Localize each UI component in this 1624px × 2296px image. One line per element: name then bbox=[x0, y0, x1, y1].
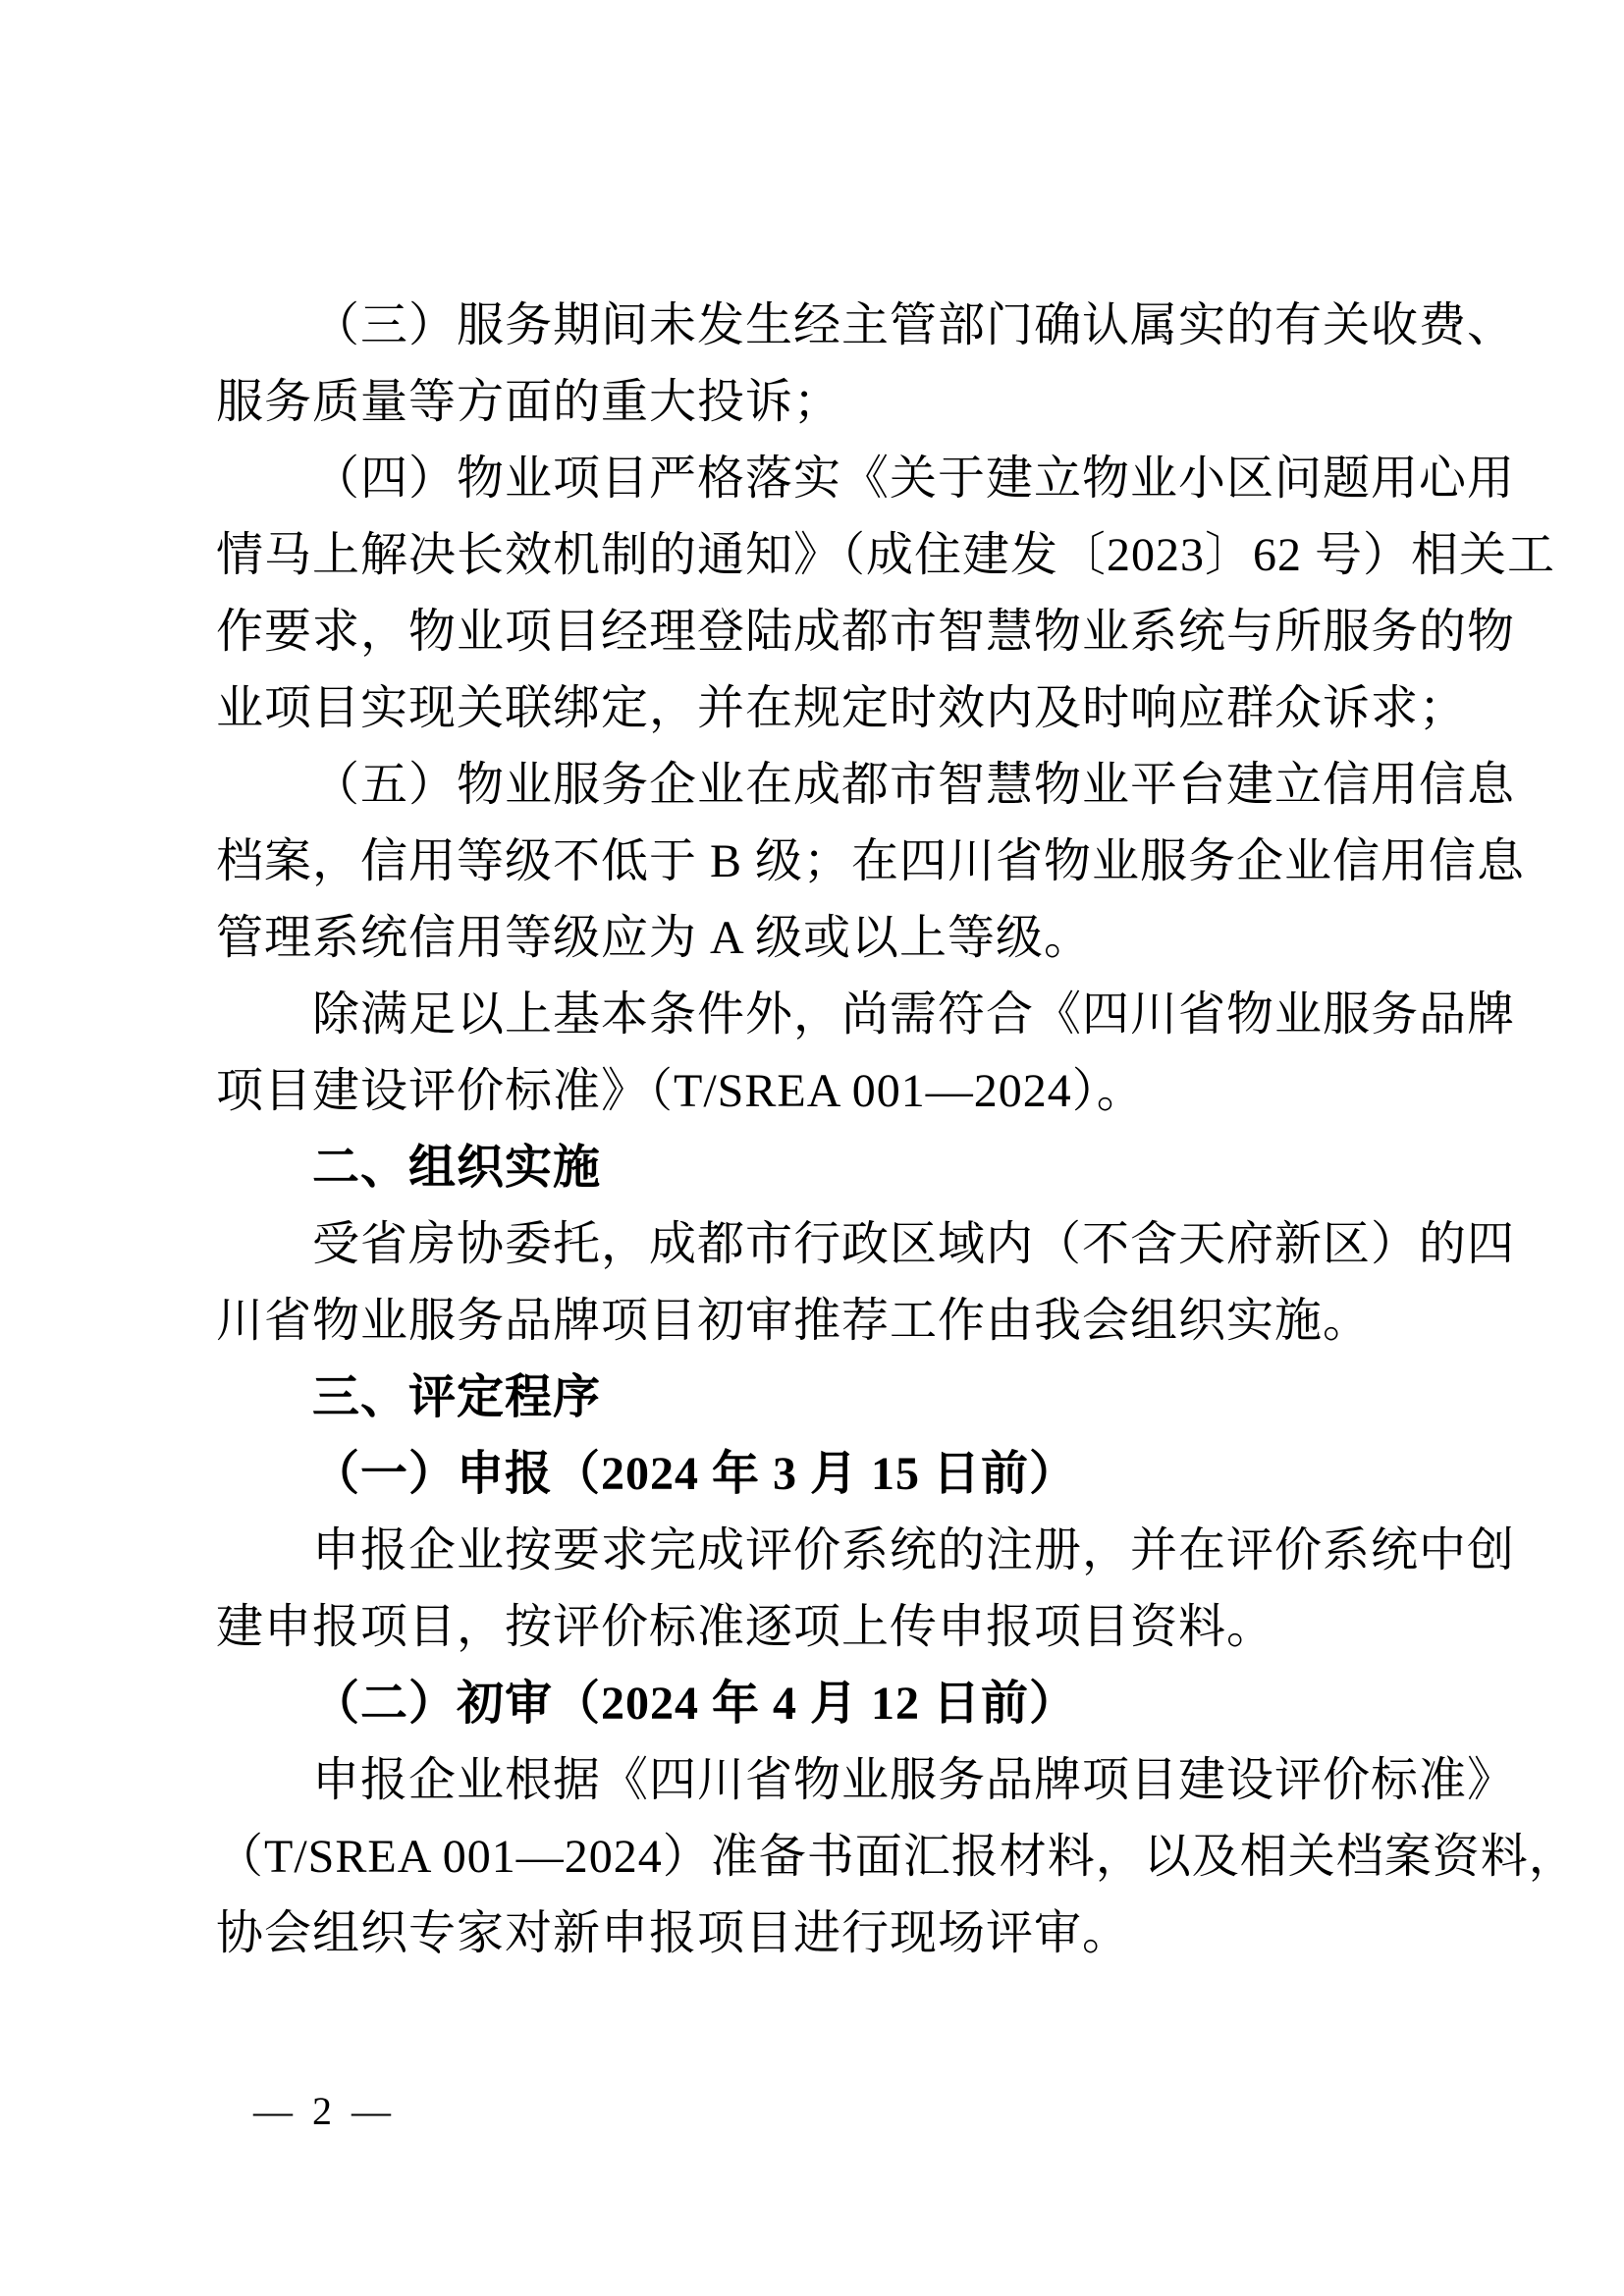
text-line: 受省房协委托，成都市行政区域内（不含天府新区）的四 bbox=[312, 1218, 1516, 1270]
text-line: 项目建设评价标准》（T/SREA 001—2024）。 bbox=[216, 1065, 1145, 1117]
text-line: （三）服务期间未发生经主管部门确认属实的有关收费、 bbox=[312, 299, 1516, 351]
section-heading: 二、组织实施 bbox=[312, 1142, 602, 1194]
text-line: （五）物业服务企业在成都市智慧物业平台建立信用信息 bbox=[312, 759, 1516, 811]
text-line: 协会组织专家对新申报项目进行现场评审。 bbox=[216, 1907, 1131, 1959]
text-line: 服务质量等方面的重大投诉； bbox=[216, 376, 842, 428]
text-line: 除满足以上基本条件外，尚需符合《四川省物业服务品牌 bbox=[312, 988, 1516, 1041]
text-line: 情马上解决长效机制的通知》（成住建发〔2023〕62 号）相关工 bbox=[216, 529, 1556, 581]
text-line: 档案，信用等级不低于 B 级；在四川省物业服务企业信用信息 bbox=[216, 835, 1526, 887]
subsection-heading: （二）初审（2024 年 4 月 12 日前） bbox=[312, 1678, 1078, 1730]
text-line: （T/SREA 001—2024）准备书面汇报材料，以及相关档案资料， bbox=[216, 1831, 1577, 1883]
text-line: 川省物业服务品牌项目初审推荐工作由我会组织实施。 bbox=[216, 1295, 1372, 1347]
text-line: 管理系统信用等级应为 A 级或以上等级。 bbox=[216, 912, 1093, 964]
text-line: （四）物业项目严格落实《关于建立物业小区问题用心用 bbox=[312, 453, 1516, 505]
text-line: 申报企业根据《四川省物业服务品牌项目建设评价标准》 bbox=[312, 1754, 1516, 1806]
text-line: 建申报项目，按评价标准逐项上传申报项目资料。 bbox=[216, 1601, 1275, 1653]
page-number: — 2 — bbox=[253, 2089, 393, 2133]
document-body bbox=[216, 288, 1577, 1972]
text-line: 申报企业按要求完成评价系统的注册，并在评价系统中创 bbox=[312, 1524, 1516, 1576]
subsection-heading: （一）申报（2024 年 3 月 15 日前） bbox=[312, 1448, 1078, 1500]
text-line: 业项目实现关联绑定，并在规定时效内及时响应群众诉求； bbox=[216, 682, 1468, 734]
text-line: 作要求，物业项目经理登陆成都市智慧物业系统与所服务的物 bbox=[216, 606, 1516, 658]
section-heading: 三、评定程序 bbox=[312, 1371, 602, 1423]
